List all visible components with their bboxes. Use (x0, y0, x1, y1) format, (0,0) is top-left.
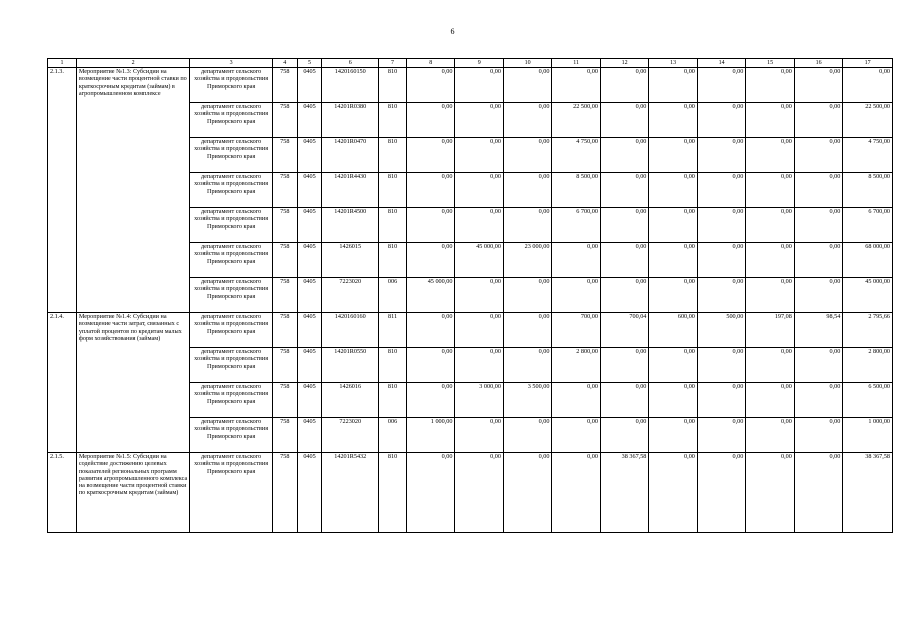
value-cell: 0,00 (794, 348, 842, 383)
budget-code-cell: 1426016 (322, 383, 379, 418)
value-cell: 0,00 (649, 453, 697, 533)
value-cell: 0,00 (746, 103, 794, 138)
value-cell: 0,00 (600, 243, 648, 278)
column-header: 1 (48, 59, 77, 68)
total-value-cell: 68 000,00 (843, 243, 893, 278)
value-cell: 0,00 (552, 243, 600, 278)
value-cell: 0,00 (406, 348, 454, 383)
value-cell: 0,00 (697, 278, 745, 313)
value-cell: 0,00 (794, 453, 842, 533)
value-cell: 0,00 (697, 68, 745, 103)
value-cell: 0,00 (649, 348, 697, 383)
table-row (48, 453, 893, 533)
value-cell: 0,00 (746, 173, 794, 208)
value-cell: 0,00 (552, 418, 600, 453)
budget-code-cell: 14201R5432 (322, 453, 379, 533)
column-header: 7 (379, 59, 407, 68)
value-cell: 0,00 (649, 68, 697, 103)
value-cell: 0,00 (552, 453, 600, 533)
value-cell: 0,00 (552, 278, 600, 313)
executor-cell: департамент сельского хозяйства и продовольствия Приморского края (190, 173, 273, 208)
budget-code-cell: 0405 (297, 173, 322, 208)
value-cell: 0,00 (794, 278, 842, 313)
value-cell: 0,00 (406, 173, 454, 208)
budget-code-cell: 810 (379, 103, 407, 138)
total-value-cell: 2 795,66 (843, 313, 893, 348)
value-cell: 600,00 (649, 313, 697, 348)
value-cell: 0,00 (406, 138, 454, 173)
budget-code-cell: 0405 (297, 383, 322, 418)
budget-code-cell: 758 (272, 138, 297, 173)
value-cell: 38 367,58 (600, 453, 648, 533)
value-cell: 0,00 (455, 103, 503, 138)
value-cell: 3 000,00 (455, 383, 503, 418)
value-cell: 0,00 (794, 243, 842, 278)
budget-code-cell: 0405 (297, 103, 322, 138)
value-cell: 700,00 (552, 313, 600, 348)
value-cell: 0,00 (503, 103, 551, 138)
budget-code-cell: 810 (379, 348, 407, 383)
value-cell: 0,00 (455, 208, 503, 243)
value-cell: 0,00 (600, 418, 648, 453)
budget-code-cell: 810 (379, 208, 407, 243)
value-cell: 98,54 (794, 313, 842, 348)
value-cell: 0,00 (697, 138, 745, 173)
executor-cell: департамент сельского хозяйства и продовольствия Приморского края (190, 313, 273, 348)
value-cell: 22 500,00 (552, 103, 600, 138)
column-header: 12 (600, 59, 648, 68)
column-header: 13 (649, 59, 697, 68)
value-cell: 0,00 (503, 453, 551, 533)
column-header: 4 (272, 59, 297, 68)
value-cell: 4 750,00 (552, 138, 600, 173)
value-cell: 0,00 (503, 278, 551, 313)
value-cell: 0,00 (455, 278, 503, 313)
budget-code-cell: 810 (379, 243, 407, 278)
budget-code-cell: 810 (379, 383, 407, 418)
value-cell: 0,00 (406, 243, 454, 278)
value-cell: 0,00 (697, 383, 745, 418)
total-value-cell: 22 500,00 (843, 103, 893, 138)
value-cell: 3 500,00 (503, 383, 551, 418)
value-cell: 0,00 (746, 208, 794, 243)
budget-code-cell: 758 (272, 278, 297, 313)
event-name-cell: Мероприятие №1.5: Субсидии на содействие достижению целевых показателей региональных программ развития агропромышленного комплекса на возмещение части процентной ставки по краткосрочным кредитам (займам) (76, 453, 189, 533)
value-cell: 0,00 (600, 383, 648, 418)
value-cell: 0,00 (600, 68, 648, 103)
item-number-cell: 2.1.5. (48, 453, 77, 533)
budget-code-cell: 14201R4430 (322, 173, 379, 208)
budget-code-cell: 0405 (297, 453, 322, 533)
budget-code-cell: 14201R0550 (322, 348, 379, 383)
budget-code-cell: 758 (272, 383, 297, 418)
budget-code-cell: 758 (272, 418, 297, 453)
budget-code-cell: 758 (272, 173, 297, 208)
value-cell: 0,00 (794, 68, 842, 103)
budget-code-cell: 0405 (297, 243, 322, 278)
value-cell: 0,00 (649, 173, 697, 208)
value-cell: 0,00 (746, 278, 794, 313)
value-cell: 0,00 (746, 138, 794, 173)
value-cell: 0,00 (649, 103, 697, 138)
budget-code-cell: 810 (379, 68, 407, 103)
budget-code-cell: 7223020 (322, 418, 379, 453)
value-cell: 0,00 (455, 173, 503, 208)
value-cell: 0,00 (649, 418, 697, 453)
budget-table (47, 58, 893, 533)
budget-code-cell: 758 (272, 453, 297, 533)
executor-cell: департамент сельского хозяйства и продовольствия Приморского края (190, 453, 273, 533)
value-cell: 0,00 (406, 68, 454, 103)
budget-code-cell: 0405 (297, 313, 322, 348)
value-cell: 0,00 (697, 208, 745, 243)
value-cell: 0,00 (746, 418, 794, 453)
value-cell: 0,00 (794, 173, 842, 208)
value-cell: 0,00 (406, 208, 454, 243)
value-cell: 0,00 (455, 348, 503, 383)
executor-cell: департамент сельского хозяйства и продовольствия Приморского края (190, 138, 273, 173)
value-cell: 0,00 (503, 313, 551, 348)
value-cell: 0,00 (697, 103, 745, 138)
value-cell: 0,00 (503, 68, 551, 103)
total-value-cell: 6 700,00 (843, 208, 893, 243)
value-cell: 0,00 (600, 138, 648, 173)
value-cell: 0,00 (746, 243, 794, 278)
executor-cell: департамент сельского хозяйства и продовольствия Приморского края (190, 68, 273, 103)
column-header: 8 (406, 59, 454, 68)
value-cell: 500,00 (697, 313, 745, 348)
value-cell: 0,00 (746, 453, 794, 533)
value-cell: 0,00 (794, 383, 842, 418)
value-cell: 0,00 (697, 453, 745, 533)
value-cell: 0,00 (503, 208, 551, 243)
column-header: 16 (794, 59, 842, 68)
budget-code-cell: 758 (272, 68, 297, 103)
value-cell: 0,00 (746, 348, 794, 383)
column-number-row (48, 59, 893, 68)
event-name-cell: Мероприятие №1.4: Субсидии на возмещение части затрат, связанных с уплатой процентов по кредитам малых форм хозяйствования (займам) (76, 313, 189, 453)
value-cell: 1 000,00 (406, 418, 454, 453)
value-cell: 0,00 (600, 173, 648, 208)
value-cell: 0,00 (600, 208, 648, 243)
column-header: 5 (297, 59, 322, 68)
value-cell: 0,00 (746, 383, 794, 418)
value-cell: 0,00 (455, 453, 503, 533)
total-value-cell: 2 800,00 (843, 348, 893, 383)
budget-code-cell: 0405 (297, 348, 322, 383)
budget-code-cell: 0405 (297, 418, 322, 453)
budget-code-cell: 0405 (297, 138, 322, 173)
budget-code-cell: 1420160150 (322, 68, 379, 103)
value-cell: 0,00 (552, 68, 600, 103)
column-header: 14 (697, 59, 745, 68)
table-row (48, 68, 893, 103)
value-cell: 45 000,00 (455, 243, 503, 278)
column-header: 10 (503, 59, 551, 68)
value-cell: 0,00 (503, 138, 551, 173)
total-value-cell: 4 750,00 (843, 138, 893, 173)
value-cell: 197,08 (746, 313, 794, 348)
value-cell: 45 000,00 (406, 278, 454, 313)
budget-code-cell: 7223020 (322, 278, 379, 313)
budget-code-cell: 810 (379, 173, 407, 208)
value-cell: 700,04 (600, 313, 648, 348)
value-cell: 0,00 (406, 103, 454, 138)
value-cell: 0,00 (649, 243, 697, 278)
value-cell: 0,00 (600, 348, 648, 383)
budget-code-cell: 0405 (297, 208, 322, 243)
value-cell: 0,00 (406, 313, 454, 348)
value-cell: 0,00 (455, 68, 503, 103)
budget-code-cell: 758 (272, 243, 297, 278)
budget-code-cell: 758 (272, 313, 297, 348)
value-cell: 0,00 (455, 418, 503, 453)
value-cell: 0,00 (406, 383, 454, 418)
budget-code-cell: 758 (272, 103, 297, 138)
total-value-cell: 8 500,00 (843, 173, 893, 208)
item-number-cell: 2.1.3. (48, 68, 77, 313)
executor-cell: департамент сельского хозяйства и продовольствия Приморского края (190, 348, 273, 383)
executor-cell: департамент сельского хозяйства и продовольствия Приморского края (190, 383, 273, 418)
executor-cell: департамент сельского хозяйства и продовольствия Приморского края (190, 208, 273, 243)
value-cell: 0,00 (794, 208, 842, 243)
value-cell: 0,00 (649, 208, 697, 243)
executor-cell: департамент сельского хозяйства и продовольствия Приморского края (190, 243, 273, 278)
value-cell: 23 000,00 (503, 243, 551, 278)
column-header: 2 (76, 59, 189, 68)
value-cell: 0,00 (697, 418, 745, 453)
budget-code-cell: 758 (272, 348, 297, 383)
budget-code-cell: 810 (379, 453, 407, 533)
page-number: 6 (450, 27, 455, 36)
value-cell: 0,00 (794, 103, 842, 138)
value-cell: 0,00 (746, 68, 794, 103)
budget-code-cell: 14201R4500 (322, 208, 379, 243)
value-cell: 0,00 (794, 418, 842, 453)
budget-code-cell: 006 (379, 278, 407, 313)
column-header: 6 (322, 59, 379, 68)
budget-code-cell: 810 (379, 138, 407, 173)
budget-code-cell: 1426015 (322, 243, 379, 278)
value-cell: 6 700,00 (552, 208, 600, 243)
value-cell: 0,00 (649, 278, 697, 313)
value-cell: 0,00 (649, 383, 697, 418)
executor-cell: департамент сельского хозяйства и продовольствия Приморского края (190, 278, 273, 313)
budget-code-cell: 758 (272, 208, 297, 243)
value-cell: 2 800,00 (552, 348, 600, 383)
value-cell: 0,00 (697, 243, 745, 278)
total-value-cell: 1 000,00 (843, 418, 893, 453)
value-cell: 8 500,00 (552, 173, 600, 208)
value-cell: 0,00 (697, 348, 745, 383)
total-value-cell: 45 000,00 (843, 278, 893, 313)
value-cell: 0,00 (552, 383, 600, 418)
column-header: 11 (552, 59, 600, 68)
budget-code-cell: 811 (379, 313, 407, 348)
budget-code-cell: 14201R0380 (322, 103, 379, 138)
budget-code-cell: 006 (379, 418, 407, 453)
budget-code-cell: 14201R0470 (322, 138, 379, 173)
value-cell: 0,00 (503, 348, 551, 383)
total-value-cell: 0,00 (843, 68, 893, 103)
value-cell: 0,00 (455, 138, 503, 173)
value-cell: 0,00 (697, 173, 745, 208)
column-header: 17 (843, 59, 893, 68)
table-row (48, 313, 893, 348)
value-cell: 0,00 (406, 453, 454, 533)
executor-cell: департамент сельского хозяйства и продовольствия Приморского края (190, 418, 273, 453)
column-header: 15 (746, 59, 794, 68)
value-cell: 0,00 (600, 103, 648, 138)
budget-code-cell: 0405 (297, 68, 322, 103)
column-header: 9 (455, 59, 503, 68)
value-cell: 0,00 (455, 313, 503, 348)
value-cell: 0,00 (503, 418, 551, 453)
budget-code-cell: 1420160160 (322, 313, 379, 348)
value-cell: 0,00 (503, 173, 551, 208)
column-header: 3 (190, 59, 273, 68)
value-cell: 0,00 (600, 278, 648, 313)
budget-code-cell: 0405 (297, 278, 322, 313)
total-value-cell: 6 500,00 (843, 383, 893, 418)
item-number-cell: 2.1.4. (48, 313, 77, 453)
event-name-cell: Мероприятие №1.3: Субсидии на возмещение части процентной ставки по краткосрочным кредитам (займам) в агропромышленном комплексе (76, 68, 189, 313)
total-value-cell: 38 367,58 (843, 453, 893, 533)
executor-cell: департамент сельского хозяйства и продовольствия Приморского края (190, 103, 273, 138)
value-cell: 0,00 (794, 138, 842, 173)
value-cell: 0,00 (649, 138, 697, 173)
